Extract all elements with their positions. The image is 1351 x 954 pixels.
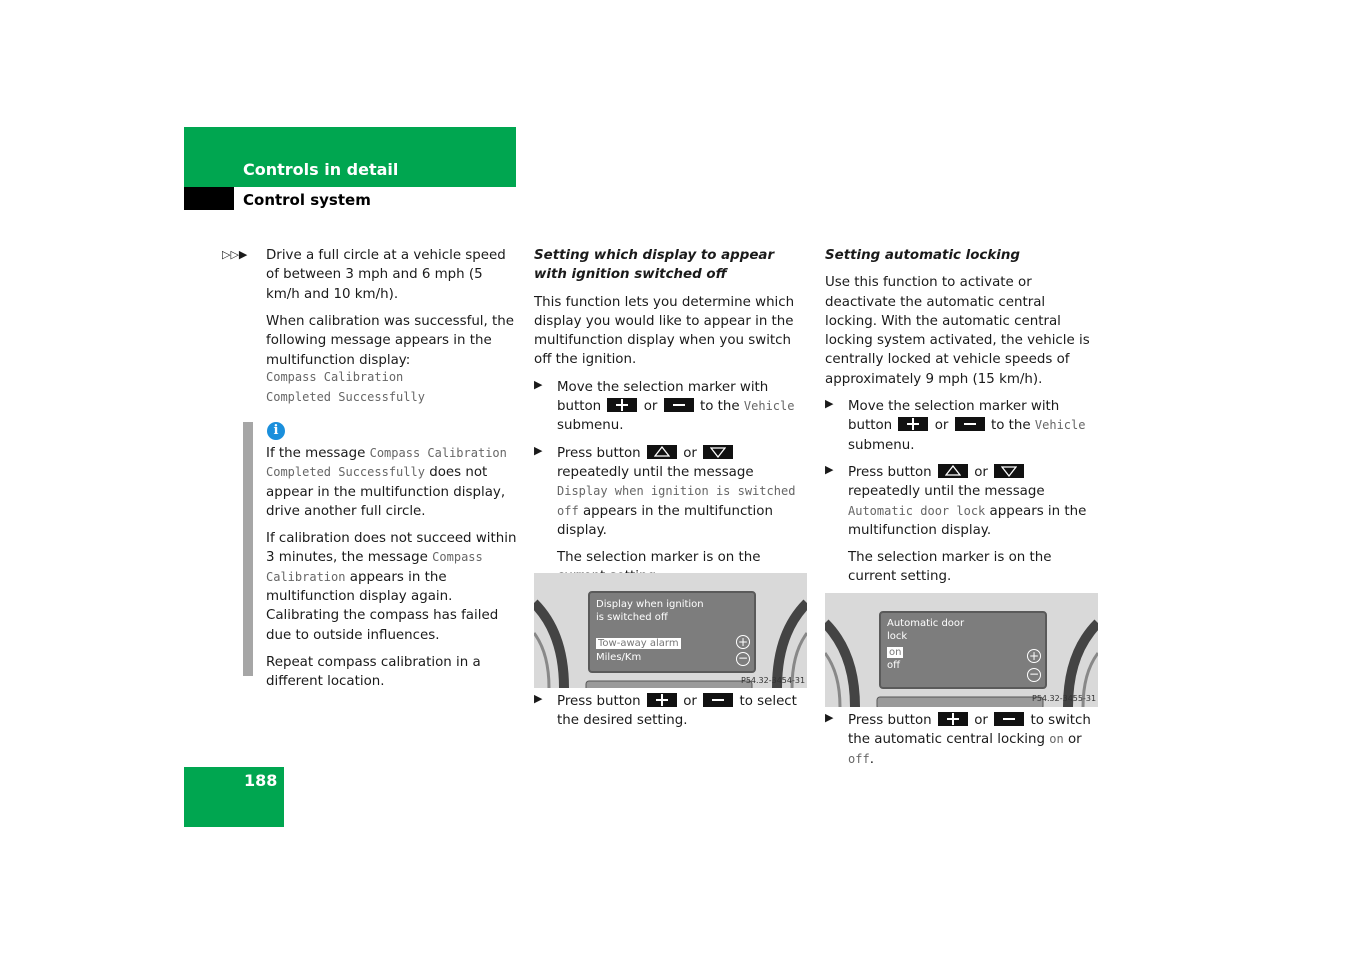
screen-title-line2: is switched off xyxy=(596,612,668,623)
minus-circle-icon: − xyxy=(1028,667,1040,681)
info-icon: i xyxy=(267,422,285,440)
plus-button-icon xyxy=(647,693,677,707)
col3-step-1: ▶ Move the selection marker with button or to the Vehicle submenu. xyxy=(825,397,1086,453)
display-message-line1: Compass Calibration xyxy=(266,370,404,384)
plus-button-icon xyxy=(938,712,968,726)
col3-intro: Use this function to activate or deactivate the automatic central locking. With the automatic central locking system activated, the vehicle is centrally locked at vehicle speeds of approximately 9 mph (15 km/h). xyxy=(825,275,1090,387)
step-text: Drive a full circle at a vehicle speed of between 3 mph and 6 mph (5 km/h and 10 km/h). xyxy=(266,248,506,302)
subsection-title: Control system xyxy=(243,191,371,209)
screen-title-line2: lock xyxy=(887,631,908,642)
screen-option: Miles/Km xyxy=(596,652,642,663)
col3-step-2: ▶ Press button or repeatedly until the message Automatic door lock appears in the multifunction display. The selection marker is on the current setting. xyxy=(825,463,1098,587)
plus-circle-icon: + xyxy=(1028,649,1040,663)
up-button-icon xyxy=(938,464,968,478)
col2-intro: This function lets you determine which display you would like to appear in the multifunction display when you switch off the ignition. xyxy=(534,294,795,368)
screen-option: off xyxy=(887,660,901,671)
display-screen xyxy=(879,611,1047,689)
step-bullet: ▶ xyxy=(534,692,543,705)
col2-heading: Setting which display to appear with ignition switched off xyxy=(534,248,775,283)
image-code: P54.32-3455-31 xyxy=(1032,694,1097,703)
column-2 xyxy=(534,246,807,587)
info-content xyxy=(266,444,518,692)
minus-button-icon xyxy=(955,417,985,431)
col3-heading: Setting automatic locking xyxy=(825,248,1020,263)
col2-note: The selection marker is on the xyxy=(557,550,761,566)
minus-circle-icon: − xyxy=(737,651,749,665)
col2-step-2: ▶ Press button or repeatedly until the message Display when ignition is switched off appears in the multifunction display. The selection marker is on the xyxy=(534,444,807,587)
page-number: 188 xyxy=(244,771,278,790)
minus-button-icon xyxy=(703,693,733,707)
minus-button-icon xyxy=(994,712,1024,726)
info-paragraph-1: If the message Compass Calibration Completed Successfully does not appear in the multifunction display, drive another full circle. xyxy=(266,446,507,519)
subsection-marker xyxy=(184,187,234,210)
col3-step-3: ▶ Press button or to switch the automatic central locking on or off. xyxy=(825,711,1091,767)
plus-button-icon xyxy=(898,417,928,431)
section-title: Controls in detail xyxy=(243,160,399,179)
column-3 xyxy=(825,246,1098,587)
display-illustration-1 xyxy=(534,573,807,688)
down-button-icon xyxy=(994,464,1024,478)
info-paragraph-3: Repeat compass calibration in a different location. xyxy=(266,654,481,690)
success-text: When calibration was successful, the following message appears in the multifunction display: xyxy=(266,314,515,368)
screen-title-line1: Automatic door xyxy=(887,618,965,629)
step-bullet: ▶ xyxy=(825,397,834,411)
step-bullet: ▶ xyxy=(825,711,834,724)
display-illustration-2 xyxy=(825,593,1098,707)
screen-title-line1: Display when ignition xyxy=(596,599,704,610)
image-code: P54.32-3454-31 xyxy=(741,676,806,685)
plus-button-icon xyxy=(607,398,637,412)
step-bullet: ▶ xyxy=(825,462,834,476)
col2-step-1: ▶ Move the selection marker with button or to the Vehicle submenu. xyxy=(534,377,795,434)
display-screen xyxy=(588,591,756,673)
screen-option-selected: on xyxy=(889,647,902,658)
plus-circle-icon: + xyxy=(737,635,749,649)
col2-step-3: ▶ Press button or to select the desired setting. xyxy=(534,692,797,729)
display-message-line2: Completed Successfully xyxy=(266,390,425,404)
col3-note: The selection marker is on the current setting. xyxy=(848,550,1052,585)
down-button-icon xyxy=(703,445,733,459)
continue-marker: ▷▷▶ xyxy=(222,248,248,261)
screen-option-selected: Tow-away alarm xyxy=(598,638,679,649)
step-bullet: ▶ xyxy=(534,443,543,457)
info-paragraph-2: If calibration does not succeed within 3 minutes, the message Compass Calibration appears in the multifunction display again. Calibrating the compass has failed due to outside influences. xyxy=(266,531,517,643)
up-button-icon xyxy=(647,445,677,459)
step-bullet: ▶ xyxy=(534,377,543,391)
minus-button-icon xyxy=(664,398,694,412)
info-bar xyxy=(243,422,253,676)
